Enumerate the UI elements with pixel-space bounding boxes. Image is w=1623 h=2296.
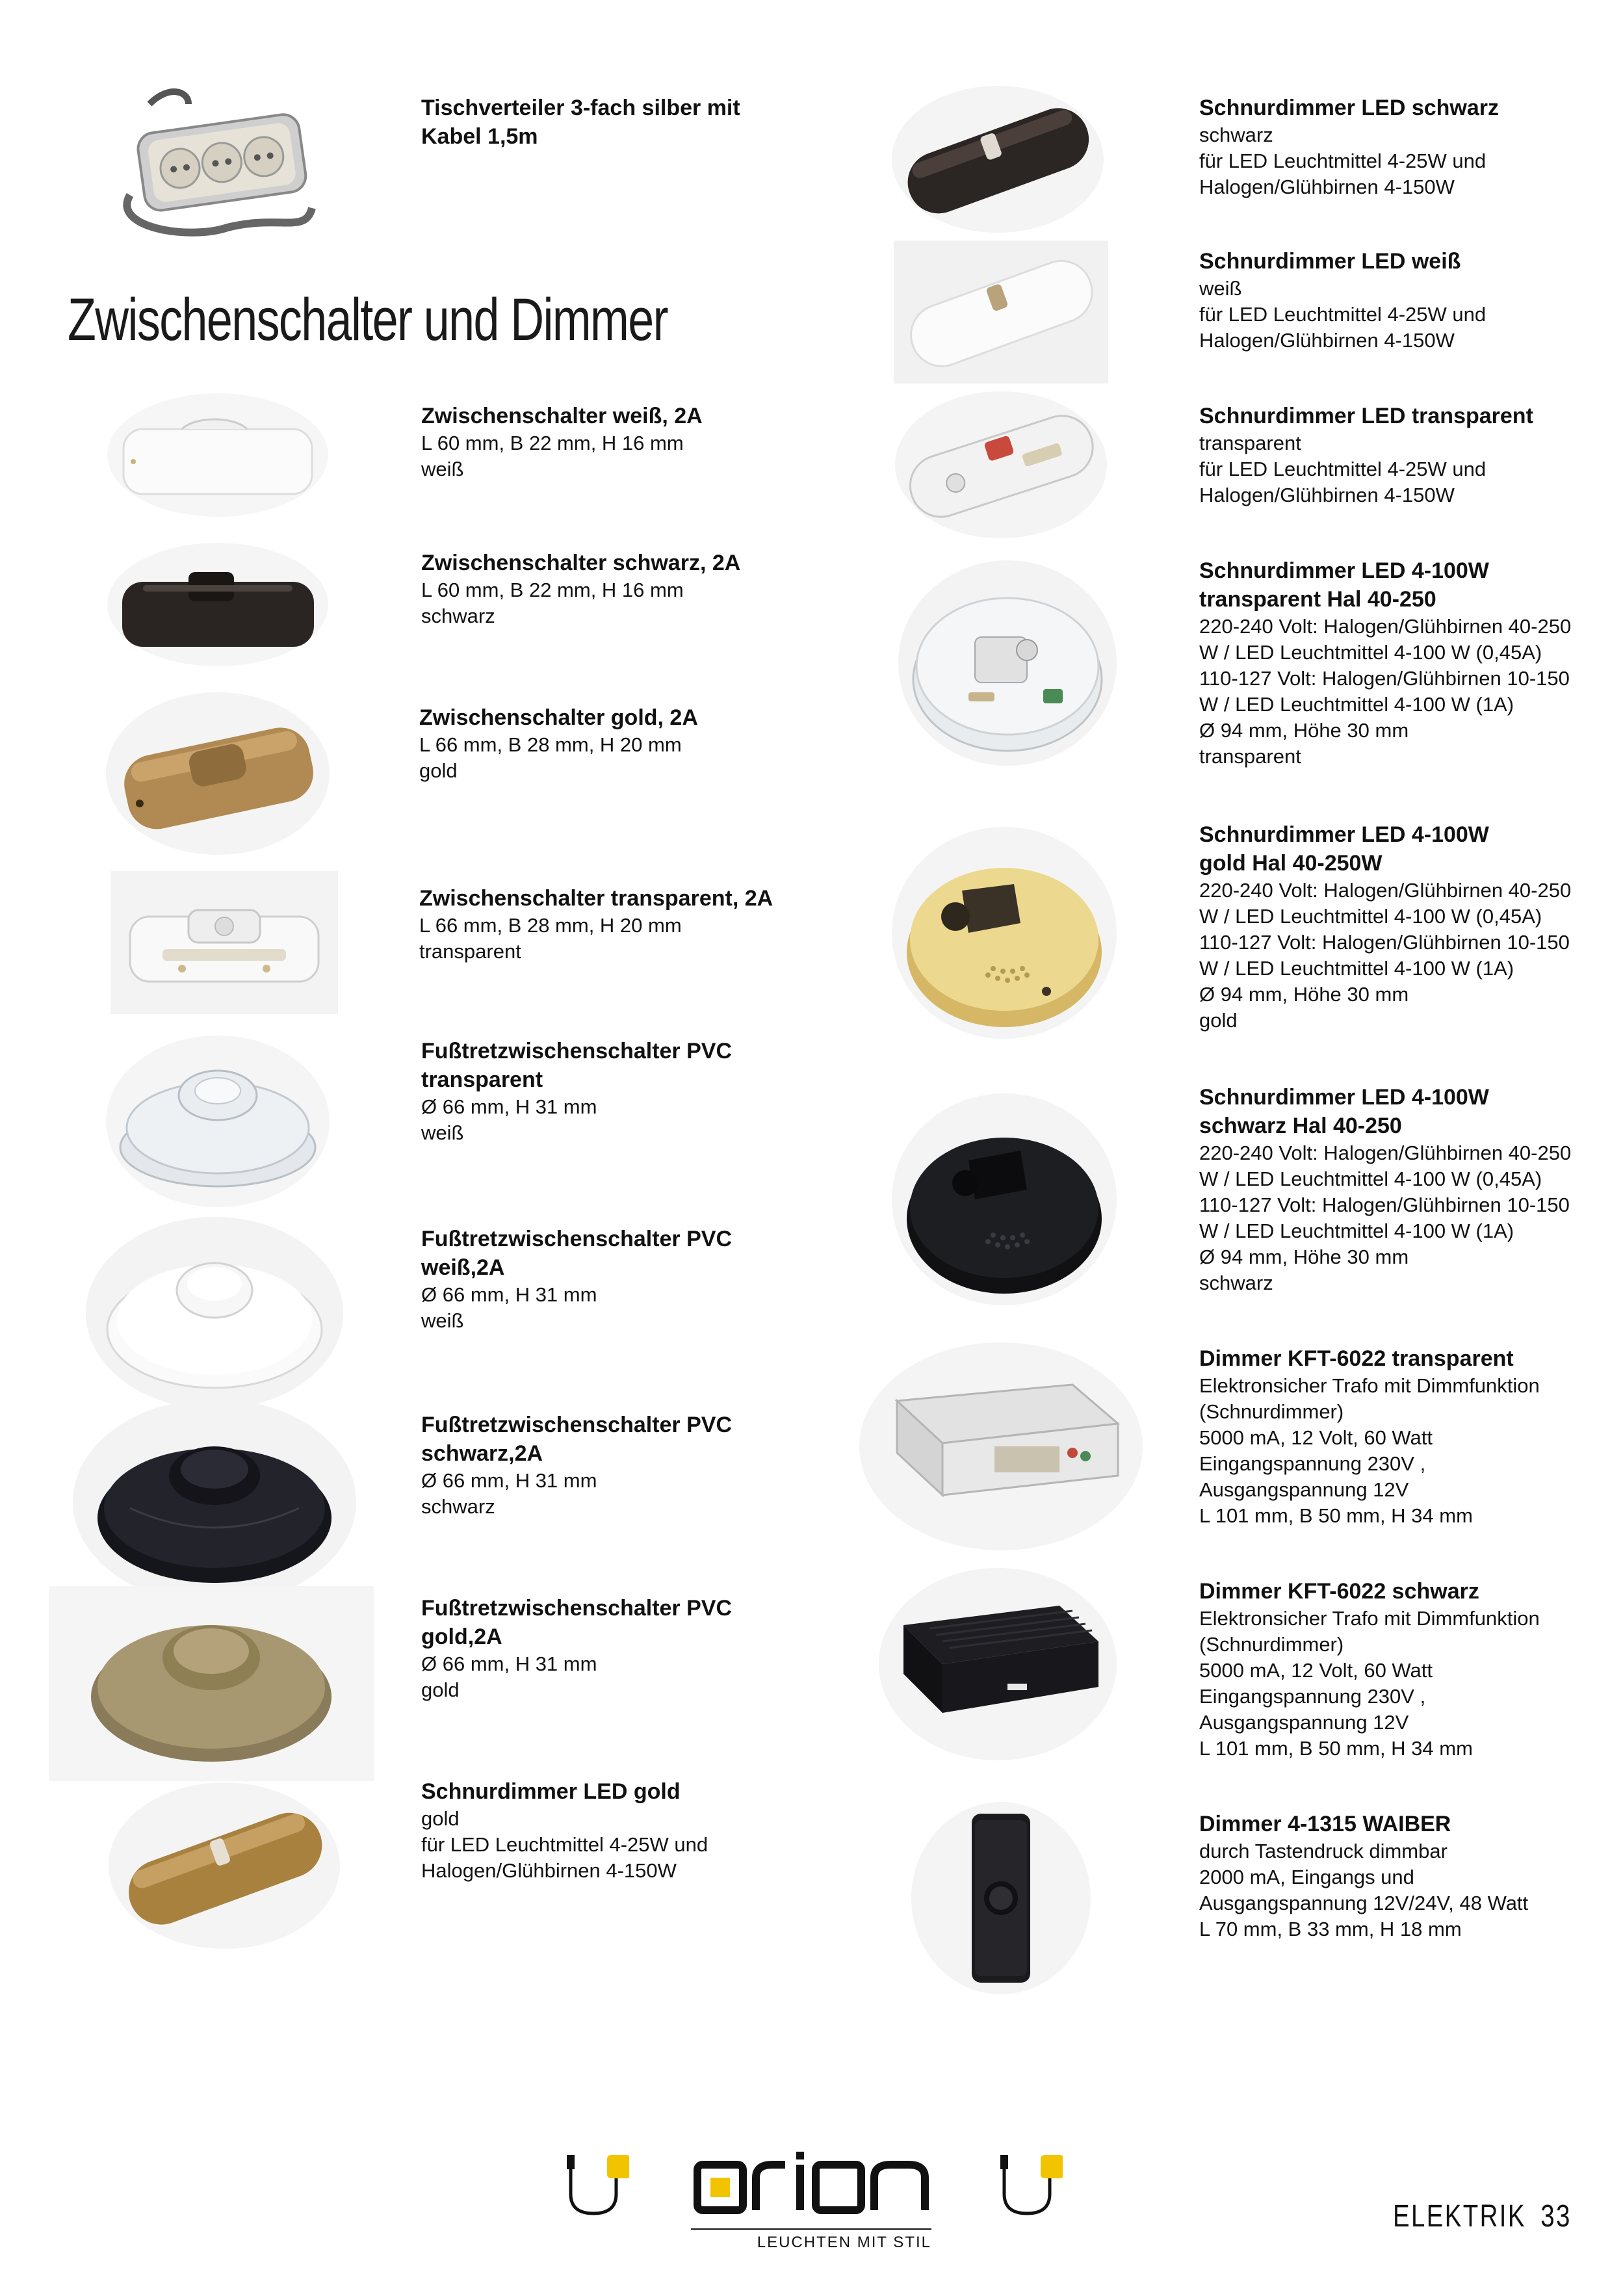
product-title: Zwischenschalter gold, 2A <box>419 705 698 730</box>
round-dimmer-gold-image <box>890 826 1118 1040</box>
product-title: Dimmer KFT-6022 schwarz <box>1199 1579 1479 1604</box>
product-spec: L 66 mm, B 28 mm, H 20 mm <box>419 733 682 756</box>
product-title: Fußtretzwischenschalter PVC transparent <box>421 1039 733 1092</box>
product-title: Dimmer 4-1315 WAIBER <box>1199 1812 1451 1836</box>
product-color: gold <box>421 1678 460 1701</box>
product-spec: W / LED Leuchtmittel 4-100 W (1A) <box>1199 1220 1514 1242</box>
product-spec: Ausgangspannung 12V/24V, 48 Watt <box>1199 1892 1529 1914</box>
product-inline-switch-transparent <box>419 884 809 965</box>
product-spec: 110-127 Volt: Halogen/Glühbirnen 10-150 <box>1199 1194 1570 1216</box>
product-color: weiß <box>421 458 464 480</box>
product-spec: L 60 mm, B 22 mm, H 16 mm <box>421 432 684 454</box>
plug-icon-left <box>558 2148 629 2220</box>
product-title: Fußtretzwischenschalter PVC gold,2A <box>421 1596 733 1649</box>
product-inline-switch-gold <box>419 703 783 784</box>
product-push-dimmer-waiber <box>1199 1810 1602 1942</box>
inline-switch-black-image <box>104 540 331 670</box>
product-transformer-dimmer-black <box>1199 1577 1602 1762</box>
product-spec: Eingangspannung 230V , <box>1199 1452 1426 1475</box>
product-round-dimmer-black <box>1199 1083 1602 1296</box>
product-round-dimmer-transparent <box>1199 556 1602 770</box>
product-spec: 220-240 Volt: Halogen/Glühbirnen 40-250 <box>1199 1141 1572 1164</box>
product-spec: für LED Leuchtmittel 4-25W und <box>421 1833 708 1856</box>
product-spec: durch Tastendruck dimmbar <box>1199 1840 1448 1862</box>
product-spec: Ø 94 mm, Höhe 30 mm <box>1199 983 1409 1006</box>
product-color: transparent <box>419 940 521 963</box>
product-spec: L 101 mm, B 50 mm, H 34 mm <box>1199 1737 1473 1760</box>
foot-switch-white-image <box>84 1216 344 1411</box>
product-spec: L 66 mm, B 28 mm, H 20 mm <box>419 914 682 937</box>
product-inline-switch-white <box>421 402 785 482</box>
product-spec: W / LED Leuchtmittel 4-100 W (1A) <box>1199 957 1514 980</box>
product-spec: für LED Leuchtmittel 4-25W und <box>1199 458 1487 480</box>
product-title: Dimmer KFT-6022 transparent <box>1199 1346 1514 1371</box>
product-spec: L 101 mm, B 50 mm, H 34 mm <box>1199 1504 1473 1527</box>
product-title: Schnurdimmer LED weiß <box>1199 249 1461 274</box>
product-color: transparent <box>1199 432 1301 454</box>
product-spec: 110-127 Volt: Halogen/Glühbirnen 10-150 <box>1199 667 1570 690</box>
product-title: Schnurdimmer LED 4-100W gold Hal 40-250W <box>1199 822 1489 876</box>
product-spec: Ø 94 mm, Höhe 30 mm <box>1199 1246 1409 1268</box>
power-strip-image <box>110 78 325 247</box>
product-round-dimmer-gold <box>1199 820 1602 1034</box>
product-title: Fußtretzwischenschalter PVC weiß,2A <box>421 1227 733 1280</box>
page-footer <box>1393 2198 1572 2234</box>
product-spec: (Schnurdimmer) <box>1199 1633 1344 1656</box>
product-title: Schnurdimmer LED gold <box>421 1779 681 1804</box>
product-cord-dimmer-black <box>1199 94 1589 200</box>
product-title: Schnurdimmer LED 4-100W schwarz Hal 40-250 <box>1199 1085 1489 1138</box>
product-spec: L 60 mm, B 22 mm, H 16 mm <box>421 579 684 601</box>
product-spec: Halogen/Glühbirnen 4-150W <box>1199 329 1455 352</box>
product-foot-switch-gold <box>421 1594 785 1703</box>
transformer-dimmer-transparent-image <box>858 1339 1144 1554</box>
page-number: 33 <box>1540 2199 1572 2234</box>
product-title: Schnurdimmer LED schwarz <box>1199 96 1500 120</box>
product-cord-dimmer-gold <box>421 1777 785 1884</box>
product-spec: (Schnurdimmer) <box>1199 1400 1344 1423</box>
product-color: weiß <box>1199 277 1242 300</box>
product-cord-dimmer-white <box>1199 247 1589 354</box>
product-spec: für LED Leuchtmittel 4-25W und <box>1199 150 1487 172</box>
product-color: gold <box>421 1807 460 1830</box>
product-spec: Ausgangspannung 12V <box>1199 1478 1409 1501</box>
cord-dimmer-gold-image <box>107 1781 341 1950</box>
plug-icon-right <box>991 2148 1063 2220</box>
product-spec: 110-127 Volt: Halogen/Glühbirnen 10-150 <box>1199 931 1570 954</box>
product-color: schwarz <box>421 605 495 627</box>
product-spec: Elektronsicher Trafo mit Dimmfunktion <box>1199 1374 1540 1397</box>
round-dimmer-black-image <box>890 1092 1118 1307</box>
product-spec: W / LED Leuchtmittel 4-100 W (0,45A) <box>1199 905 1542 928</box>
product-spec: Halogen/Glühbirnen 4-150W <box>1199 176 1455 198</box>
product-color: schwarz <box>1199 1272 1273 1294</box>
product-color: gold <box>419 759 458 782</box>
product-spec: L 70 mm, B 33 mm, H 18 mm <box>1199 1918 1462 1940</box>
round-dimmer-transparent-image <box>897 559 1118 767</box>
product-spec: Halogen/Glühbirnen 4-150W <box>1199 484 1455 506</box>
product-spec: Halogen/Glühbirnen 4-150W <box>421 1859 677 1882</box>
product-transformer-dimmer-transparent <box>1199 1344 1602 1529</box>
brand-tagline: LEUCHTEN MIT STIL <box>757 2234 931 2251</box>
product-color: weiß <box>421 1309 464 1332</box>
brand-logo <box>691 2152 931 2249</box>
product-inline-switch-black <box>421 549 785 629</box>
product-spec: für LED Leuchtmittel 4-25W und <box>1199 303 1487 326</box>
cord-dimmer-transparent-image <box>894 390 1108 540</box>
product-spec: 5000 mA, 12 Volt, 60 Watt <box>1199 1426 1433 1449</box>
inline-switch-transparent-image <box>110 871 338 1014</box>
product-foot-switch-black <box>421 1411 785 1520</box>
product-spec: Eingangspannung 230V , <box>1199 1685 1426 1708</box>
product-spec: Ausgangspannung 12V <box>1199 1711 1409 1734</box>
foot-switch-black-image <box>71 1398 357 1606</box>
product-title: Schnurdimmer LED 4-100W transparent Hal 40-250 <box>1199 558 1489 612</box>
product-cord-dimmer-transparent <box>1199 402 1589 508</box>
product-color: schwarz <box>1199 124 1273 146</box>
product-spec: W / LED Leuchtmittel 4-100 W (0,45A) <box>1199 1168 1542 1190</box>
product-foot-switch-transparent <box>421 1037 785 1146</box>
section-label: ELEKTRIK <box>1393 2199 1526 2234</box>
product-title: Fußtretzwischenschalter PVC schwarz,2A <box>421 1413 733 1466</box>
product-title: Tischverteiler 3-fach silber mit Kabel 1,5m <box>421 96 740 149</box>
product-spec: 5000 mA, 12 Volt, 60 Watt <box>1199 1659 1433 1682</box>
cord-dimmer-white-image <box>894 241 1108 384</box>
product-color: gold <box>1199 1009 1238 1032</box>
cord-dimmer-black-image <box>890 85 1105 234</box>
push-dimmer-waiber-image <box>910 1801 1092 1996</box>
transformer-dimmer-black-image <box>877 1567 1118 1762</box>
foot-switch-gold-image <box>49 1586 374 1781</box>
product-spec: W / LED Leuchtmittel 4-100 W (1A) <box>1199 693 1514 716</box>
product-power-strip <box>421 94 785 151</box>
product-color: weiß <box>421 1121 464 1144</box>
product-title: Schnurdimmer LED transparent <box>1199 404 1533 428</box>
product-title: Zwischenschalter weiß, 2A <box>421 404 703 428</box>
product-color: transparent <box>1199 745 1301 768</box>
product-foot-switch-white <box>421 1225 785 1334</box>
product-spec: 220-240 Volt: Halogen/Glühbirnen 40-250 <box>1199 879 1572 902</box>
product-spec: Elektronsicher Trafo mit Dimmfunktion <box>1199 1607 1540 1630</box>
product-spec: Ø 94 mm, Höhe 30 mm <box>1199 719 1409 742</box>
product-title: Zwischenschalter transparent, 2A <box>419 886 773 911</box>
inline-switch-gold-image <box>104 689 331 858</box>
foot-switch-transparent-image <box>104 1034 331 1209</box>
product-spec: 2000 mA, Eingangs und <box>1199 1866 1414 1888</box>
product-spec: Ø 66 mm, H 31 mm <box>421 1095 597 1118</box>
product-spec: Ø 66 mm, H 31 mm <box>421 1652 597 1675</box>
product-title: Zwischenschalter schwarz, 2A <box>421 551 741 575</box>
product-spec: 220-240 Volt: Halogen/Glühbirnen 40-250 <box>1199 615 1572 638</box>
product-color: schwarz <box>421 1495 495 1518</box>
product-spec: Ø 66 mm, H 31 mm <box>421 1469 597 1492</box>
product-spec: W / LED Leuchtmittel 4-100 W (0,45A) <box>1199 641 1542 664</box>
section-title: Zwischenschalter und Dimmer <box>68 287 668 353</box>
product-spec: Ø 66 mm, H 31 mm <box>421 1283 597 1306</box>
inline-switch-white-image <box>104 390 331 520</box>
